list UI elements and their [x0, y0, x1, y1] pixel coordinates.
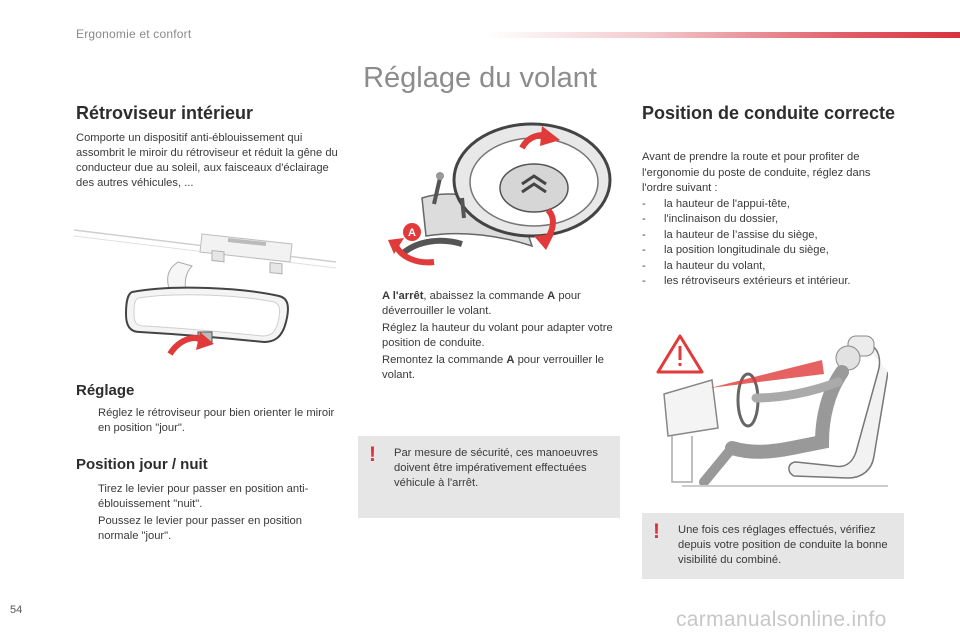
list-item: Réglez la hauteur du volant pour adapter votre position de conduite. [382, 322, 613, 349]
header-accent-bar [486, 32, 960, 38]
wheel-steps-list [360, 289, 620, 385]
watermark: carmanualsonline.info [676, 608, 887, 631]
list-item: A l'arrêt, abaissez la commande A pour déverrouiller le volant. [382, 290, 581, 317]
list-item: Poussez le levier pour passer en position normale "jour". [98, 515, 302, 542]
rear-view-mirror-illustration [74, 222, 336, 370]
adjustment-order-list [642, 197, 904, 290]
list-item: Tirez le levier pour passer en position anti-éblouissement "nuit". [98, 483, 309, 510]
warning-icon: ! [369, 443, 376, 466]
list-item: - la position longitudinale du siège, [642, 244, 829, 256]
safety-warning-box [358, 436, 620, 518]
list-item: - l'inclinaison du dossier, [642, 213, 779, 225]
section-header: Ergonomie et confort [76, 27, 192, 41]
list-item: - la hauteur du volant, [642, 259, 766, 272]
control-a-label: A [408, 227, 416, 239]
visibility-warning-box [642, 513, 904, 579]
mirror-title: Rétroviseur intérieur [76, 103, 254, 123]
jour-nuit-list [76, 482, 336, 546]
mirror-intro: Comporte un dispositif anti-éblouissement qui assombrit le miroir du rétroviseur et réduit la gêne du conducteur due au soleil, aux faisceaux d'éclairage des autres véhicules, ... [76, 132, 338, 189]
driving-position-title: Position de conduite correcte [642, 103, 896, 123]
driving-position-body [642, 150, 904, 290]
driving-intro: Avant de prendre la route et pour profiter de l'ergonomie du poste de conduite, réglez dans l'ordre suivant : [642, 151, 871, 194]
reglage-title: Réglage [76, 382, 135, 399]
visibility-warning-text: Une fois ces réglages effectués, vérifiez depuis votre position de conduite la bonne visibilité du combiné. [678, 524, 888, 566]
list-item: - la hauteur de l’assise du siège, [642, 228, 818, 241]
list-item: Réglez le rétroviseur pour bien orienter le miroir en position "jour". [98, 407, 335, 434]
list-item: - les rétroviseurs extérieurs et intérieur. [642, 275, 851, 287]
list-item: Remontez la commande A pour verrouiller le volant. [382, 354, 605, 381]
steering-wheel-illustration [382, 118, 616, 268]
jour-nuit-title: Position jour / nuit [76, 456, 208, 473]
reglage-list [76, 406, 336, 438]
safety-warning-text: Par mesure de sécurité, ces manoeuvres doivent être impérativement effectuées véhicule à l'arrêt. [394, 447, 598, 489]
page-title: Réglage du volant [363, 62, 597, 94]
list-item: - la hauteur de l'appui-tête, [642, 197, 790, 210]
warning-icon: ! [653, 520, 660, 543]
driving-posture-illustration [652, 332, 888, 494]
page-number: 54 [10, 604, 23, 616]
